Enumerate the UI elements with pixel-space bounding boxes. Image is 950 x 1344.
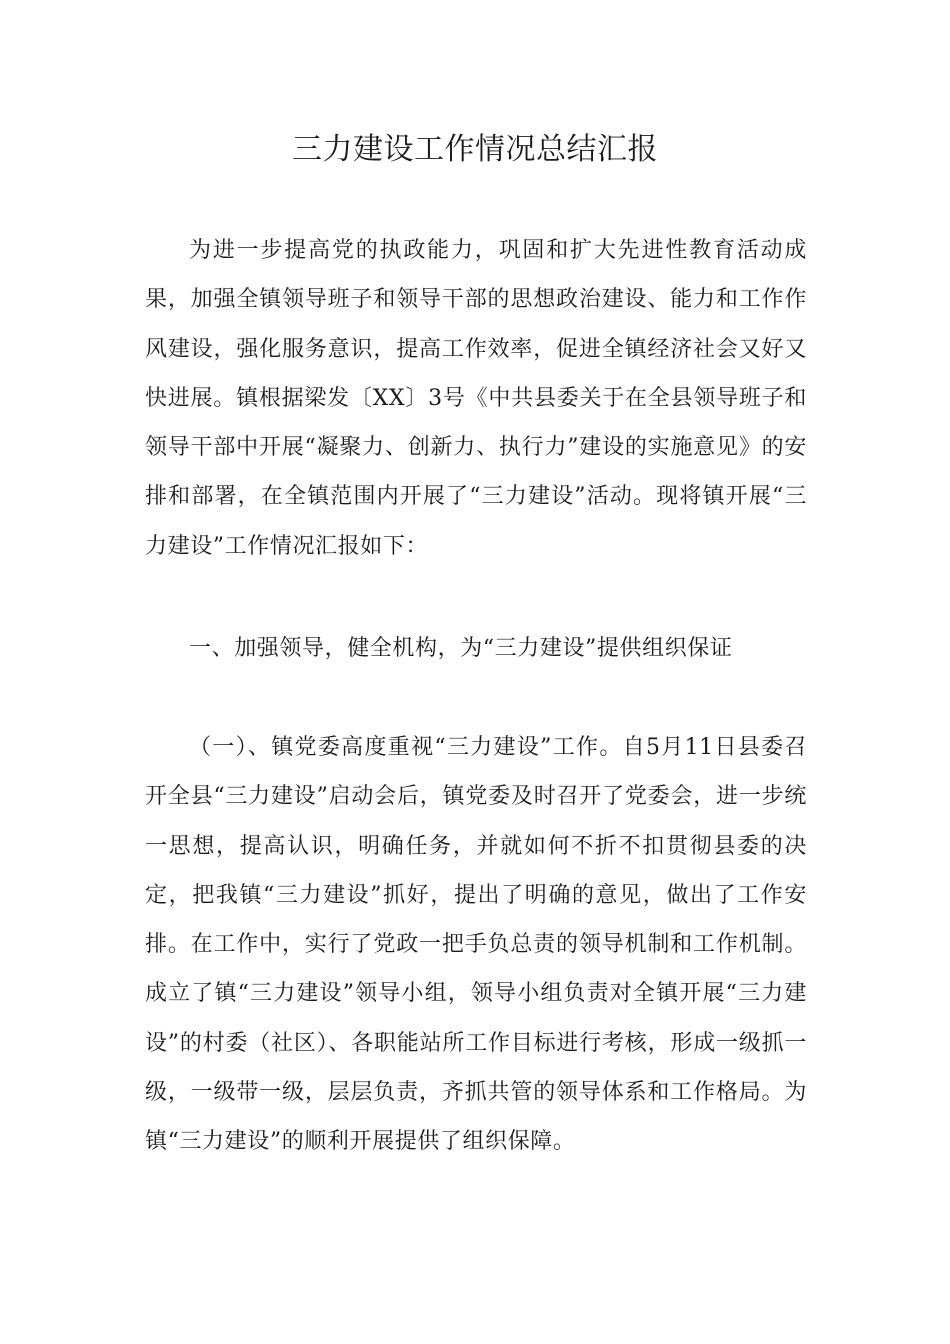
section-1-heading: 一、加强领导，健全机构，为“三力建设”提供组织保证 xyxy=(189,636,733,661)
document-title: 三力建设工作情况总结汇报 xyxy=(292,132,658,167)
section-1-paragraph-1: （一）、镇党委高度重视“三力建设”工作。自5月11日县委召开全县“三力建设”启动会后，镇党委及时召开了党委会，进一步统一思想，提高认识，明确任务，并就如何不折不扣贯彻县委的决定，把我镇“三力建设”抓好，提出了明确的意见，做出了工作安排。在工作中，实行了党政一把手负总责的领导机制和工作机制。成立了镇“三力建设”领导小组，领导小组负责对全镇开展“三力建设”的村委（社区）、各职能站所工作目标进行考核，形成一级抓一级，一级带一级，层层负责，齐抓共管的领导体系和工作格局。为镇“三力建设”的顺利开展提供了组织保障。 xyxy=(145,735,807,1155)
intro-paragraph: 为进一步提高党的执政能力，巩固和扩大先进性教育活动成果，加强全镇领导班子和领导干部的思想政治建设、能力和工作作风建设，强化服务意识，提高工作效率，促进全镇经济社会又好又快进展。镇根据梁发〔XX〕3号《中共县委关于在全县领导班子和领导干部中开展“凝聚力、创新力、执行力”建设的实施意见》的安排和部署，在全镇范围内开展了“三力建设”活动。现将镇开展“三力建设”工作情况汇报如下： xyxy=(145,238,807,559)
